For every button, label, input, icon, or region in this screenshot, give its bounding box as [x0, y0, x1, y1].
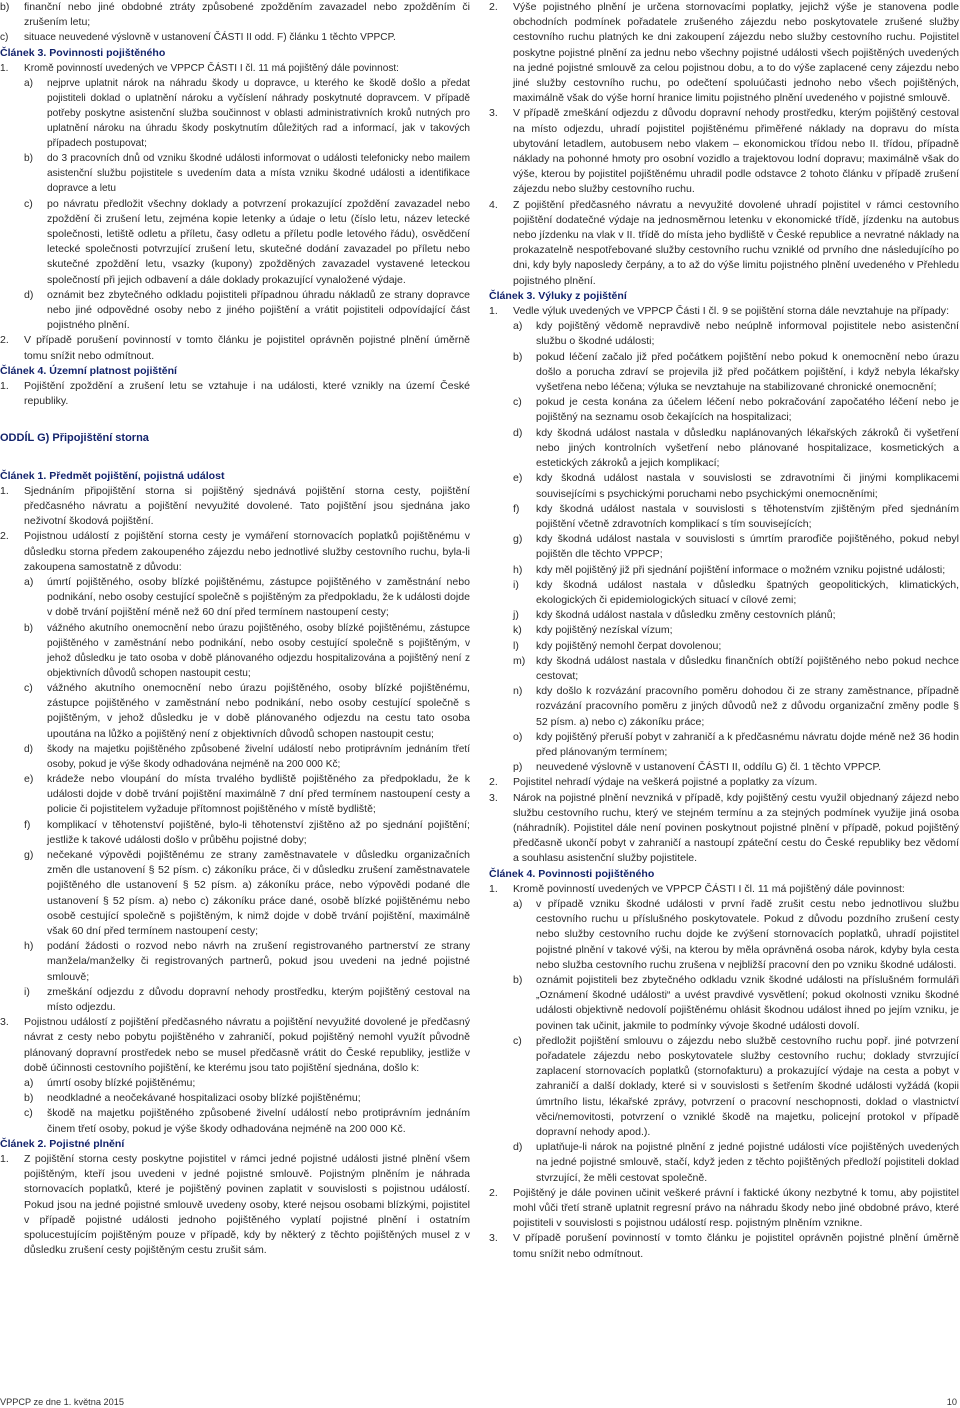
item-text: Kromě povinností uvedených ve VPPCP ČÁSTI I čl. 11 má pojištěný dále povinnost:: [24, 62, 399, 74]
sub-item: [489, 684, 959, 730]
item-marker: 2.: [489, 776, 498, 789]
numbered-item: [0, 61, 470, 76]
item-marker: m): [513, 654, 526, 667]
numbered-item: [0, 30, 470, 45]
sub-item: [489, 350, 959, 396]
item-marker: g): [513, 533, 523, 546]
spacer: [0, 409, 470, 431]
item-text: Kromě povinností uvedených ve VPPCP ČÁSTI I čl. 11 má pojištěný dále povinnost:: [513, 882, 905, 895]
left-column: [0, 0, 470, 1259]
item-marker: h): [513, 563, 523, 576]
item-marker: j): [513, 609, 519, 622]
sub-item: [0, 1091, 470, 1106]
numbered-item: [489, 304, 959, 319]
item-text: kdy škodná událost nastala v souvislosti s úmrtím praroďiče pojištěného, pokud nebyl pojištěn dle těchto VPPCP;: [536, 533, 959, 561]
numbered-item: [489, 882, 959, 897]
section-heading: ODDÍL G) Připojištění storna: [0, 432, 149, 445]
numbered-item: [489, 0, 959, 106]
item-marker: b): [513, 350, 523, 363]
numbered-item: [489, 1231, 959, 1261]
sub-item: [489, 532, 959, 562]
item-marker: o): [513, 730, 523, 743]
sub-item: [0, 681, 470, 742]
item-text: po návratu předložit všechny doklady a potvrzení prokazující zpoždění zavazadel nebo zpoždění či zrušení letu, zejména kopie letenky a údaje o letu (číslo letu, název letecké společnosti, letiště odletu a příletu, časy odletu a příletu podle letového řádu), osvědčení letecké společnosti potvrzující zrušení letu, skutečné dodání zavazadel po příletu nebo skutečné zpoždění letu, vsazky (kupony) zpožděných zavazadel vystavené leteckou společností při jejich odbavení a dále doklady prokazující vynaložené výdaje.: [47, 197, 470, 286]
numbered-item: [0, 1152, 470, 1258]
item-text: kdy škodná událost nastala v důsledku změny cestovních plánů;: [536, 609, 836, 622]
numbered-item: [0, 333, 470, 363]
sub-item: [489, 395, 959, 425]
item-text: nejprve uplatnit nárok na náhradu škody u dopravce, u kterého ke škodě došlo a předat pojistiteli doklad o uplatnění nároku a vyčíslení náhrady poskytnuté dopravcem. V případě potřeby poskytne asistenční služba součinnost v oblasti administrativních kroků nutných pro uplatnění nároku na úhradu škody poskytnutím důležitých rad a informací, jak v takových případech postupovat;: [47, 77, 470, 150]
item-marker: n): [513, 685, 523, 698]
item-text: Pojistnou událostí z pojištění storna cesty je vymáření stornovacích poplatků pojištěnému v důsledku storna předem zakoupeného zájezdu nebo jednotlivé služby cestovního ruchu, byla-li zakoupena samostatně z důvodu:: [24, 530, 470, 573]
item-marker: a): [513, 897, 523, 910]
item-marker: c): [24, 1107, 33, 1120]
item-marker: a): [513, 320, 523, 333]
item-text: oznámit pojistiteli bez zbytečného odkladu vznik škodné události na příslušném formuláři „Oznámení škodné události“ a uvést pravdivé vysvětlení; pokud okolnosti vzniku škodné události objektivně nedovolí pojištěnému ohlásit škodnou událost ihned po jejím vzniku, je povinen tak učinit, jakmile to podmínky vývoje škodné události dovolí.: [536, 974, 959, 1032]
sub-item: [0, 772, 470, 818]
sub-item: [489, 578, 959, 608]
sub-item: [0, 575, 470, 621]
sub-item: [489, 502, 959, 532]
item-text: finanční nebo jiné obdobné ztráty způsobené zpožděním zavazadel nebo zpožděním či zrušením letu;: [24, 1, 470, 29]
item-marker: g): [24, 849, 34, 862]
sub-item: [0, 1106, 470, 1136]
article-heading: Článek 2. Pojistné plnění: [0, 1137, 125, 1150]
item-marker: 1.: [489, 882, 498, 895]
item-text: oznámit bez zbytečného odkladu pojistiteli případnou úhradu nákladů ze strany dopravce nebo jiné odpovědné osoby nebo z jiného pojištění a vrátit pojistiteli odpovídající část pojistného plnění.: [47, 288, 470, 332]
item-marker: f): [513, 502, 520, 515]
item-text: Pojistitel nehradí výdaje na veškerá pojistné a poplatky za vízum.: [513, 776, 818, 789]
item-text: V případě zmeškání odjezdu z důvodu dopravní nehody prostředku, kterým pojištěný cestoval na místo odjezdu, uhradí pojistitel pojištěnému přiměřené náklady na dopravu do místa ubytování letadlem, autobusem nebo vlakem – ekonomickou třídou nebo II. třídou, případně náklady na pohonné hmoty pro osobní vozidlo a trajektovou lodní dopravu; maximálně však do výše, kterou by pojistitel pojištěnému uhradil podle odstavce 2 tohoto článku v případě zrušení zájezdu nebo služby cestovního ruchu.: [513, 107, 959, 196]
item-marker: c): [24, 682, 33, 694]
item-marker: 3.: [489, 791, 498, 804]
item-marker: 2.: [0, 530, 9, 543]
article-heading: Článek 3. Povinnosti pojištěného: [0, 46, 166, 59]
sub-item: [489, 897, 959, 973]
item-text: Pojistnou událostí z pojištění předčasného návratu a pojištění nevyužité dovolené je předčasný návrat z cesty nebo pobytu pojištěného v zahraničí, pokud pojištěný nemohl využít původně plánovaný dopravní prostředek nebo se musel předčasně vrátit do České republiky, jestliže v době účinnosti cestovního pojištění, ke kterému jsou tato pojištění sjednána, došlo k:: [24, 1016, 470, 1074]
article-heading: Článek 4. Povinnosti pojištěného: [489, 867, 655, 880]
item-text: kdy došlo k rozvázání pracovního poměru dohodou či ze strany zaměstnance, případně rozvázání pracovního poměru z jiných důvodů než z důvodu organizační změny podle § 52 písm. a) nebo c) zákoníku práce;: [536, 685, 959, 728]
item-text: kdy pojištěný přeruší pobyt v zahraničí a k předčasnému návratu dojde méně než 36 hodin před plánovaným termínem;: [536, 730, 959, 758]
item-text: Z pojištění předčasného návratu a nevyužité dovolené uhradí pojistitel v rámci cestovního pojištění dodatečné výdaje na jednosměrnou letenku v ekonomické třídě, jízdenku na autobus nebo jízdenku na vlak v II. třídě do místa jeho bydliště v České republice a nevratné náklady na prokazatelně nespotřebované služby cestovního ruchu vzniklé od prvního dne následujícího po dni, kdy byly naposledy čerpány, a to až do výše limitu pojistného plnění uvedeného v Přehledu pojistného plnění.: [513, 198, 959, 287]
item-text: Nárok na pojistné plnění nevzniká v případě, kdy pojištěný cestu využil objednaný zájezd nebo službu cestovního ruchu, který ve stejném termínu a za stejných podmínek využije jiná osoba (náhradník). Pojistitel dále není povinen poskytnout pojistné plnění v případě, pokud pojištěný předčasně ukončí pobyt v zahraničí a nastoupí zpáteční cestu do České republiky bez vědomí a souhlasu asistenční služby pojistitele.: [513, 791, 959, 865]
item-marker: 1.: [0, 62, 9, 74]
item-marker: 1.: [489, 305, 498, 318]
sub-item: [489, 973, 959, 1034]
item-marker: c): [0, 32, 9, 44]
item-text: komplikací v těhotenství pojištěné, bylo-li těhotenství zjištěno až po sjednání pojištění; jestliže k takové události došlo v průběhu pojistné doby;: [47, 818, 470, 846]
sub-item: [489, 1140, 959, 1186]
item-marker: b): [0, 1, 10, 13]
item-text: škody na majetku pojištěného způsobené živelní událostí nebo protiprávním jednáním třetí osoby, pokud je výše škody odhadována nejméně na 200 000 Kč;: [47, 743, 470, 770]
item-text: úmrtí pojištěného, osoby blízké pojištěnému, zástupce pojištěného v zaměstnání nebo podnikání, nebo osoby cestující společně s pojištěným za předpokladu, že k události dojde v době trvání pojištění méně než 60 dní před termínem nastoupení cesty;: [47, 576, 470, 619]
sub-item: [0, 621, 470, 681]
item-marker: e): [24, 773, 34, 785]
item-marker: b): [24, 622, 33, 634]
numbered-item: [489, 791, 959, 867]
item-marker: d): [513, 1141, 523, 1154]
item-text: Sjednáním připojištění storna si pojištěný sjednává pojištění storna cesty, pojištění předčasného návratu a pojištění nevyužité dovolené. Tato pojištění jsou sjednána jako neživotní škodová pojištění.: [24, 484, 470, 528]
item-marker: d): [24, 743, 33, 755]
item-marker: 3.: [489, 107, 498, 120]
item-text: situace neuvedené výslovně v ustanovení ČÁSTI II odd. F) článku 1 těchto VPPCP.: [24, 32, 396, 44]
sub-item: [489, 426, 959, 472]
item-marker: 4.: [489, 198, 498, 211]
item-text: kdy škodná událost nastala v důsledku špatných geopolitických, klimatických, ekologických či epidemiologických situací v cílové zemi;: [536, 578, 959, 606]
item-marker: h): [24, 940, 34, 953]
sub-item: [0, 197, 470, 288]
item-marker: 2.: [489, 1, 498, 13]
item-text: kdy pojištěný vědomě nepravdivě nebo neúplně informoval pojistitele nebo asistenční službu o škodné události;: [536, 320, 959, 348]
numbered-item: [0, 0, 470, 30]
sub-item: [489, 319, 959, 349]
item-text: kdy měl pojištěný již při sjednání pojištění informace o možném vzniku pojistné události;: [536, 563, 946, 576]
item-text: v případě vzniku škodné události v první řadě zrušit cestu nebo jednotlivou službu cestovního ruchu u příslušného poskytovatele. Pokud z důvodu pozdního zrušení cesty nebo služby cestovního ruchu dojde ke zvýšení stornovacích poplatků, uhradí pojistitel pojistné plnění v takové výši, na kterou by měla oprávněná osoba nárok, kdyby byla cesta nebo služba cestovního ruchu zrušena v nejbližší pracovní den po vzniku škodné události.: [536, 897, 959, 971]
sub-item: [0, 848, 470, 939]
item-text: kdy škodná událost nastala v důsledku naplánovaných lékařských zákroků či vyšetření nebo jiných kontrolních vyšetření nebo plánované hospitalizace, kosmetických a estetických zákroků a jejich komplikací;: [536, 426, 959, 470]
item-text: krádeže nebo vloupání do místa trvalého bydliště pojištěného za předpokladu, že k události dojde v době trvání pojištění maximálně 7 dní před termínem nastoupení cesty a policie či pojistitelem vyžaduje přítomnost pojištěného v místě bydliště;: [47, 773, 470, 816]
item-text: neuvedené výslovně v ustanovení ČÁSTI II, oddílu G) čl. 1 těchto VPPCP.: [536, 761, 882, 774]
sub-item: [489, 639, 959, 654]
sub-item: [489, 623, 959, 638]
item-text: Výše pojistného plnění je určena stornovacími poplatky, jejichž výše je stanovena podle obchodních podmínek pořadatele zrušeného zájezdu nebo poskytovatele zrušené služby cestovního ruchu platných ke dni zakoupení zájezdu nebo služby cestovního ruchu. Pojistitel poskytne pojistné plnění za jednu nebo všechny pojistné události všech pojištěných uvedených na jedné pojistné smlouvě za celou pojistnou dobu, a to do výše zaplacené ceny zájezdu nebo jiné služby cestovního ruchu, po odečtení spoluúčasti jednoho nebo všech pojištěných, maximálně však do výše horní hranice limitu pojistného plnění uvedeného v pojistné smlouvě.: [513, 1, 959, 105]
item-marker: a): [24, 1077, 34, 1090]
item-text: kdy pojištěný nemohl čerpat dovolenou;: [536, 639, 722, 652]
item-text: V případě porušení povinností v tomto článku je pojistitel oprávněn pojistné plnění úměrně tomu snížit nebo odmítnout.: [513, 1232, 959, 1260]
item-marker: l): [513, 639, 519, 652]
item-marker: b): [24, 153, 33, 165]
numbered-item: [0, 529, 470, 575]
item-text: kdy škodná událost nastala v souvislosti se zdravotními či jinými komplikacemi souvisejícími s psychickými poruchami nebo psychickými onemocněními;: [536, 472, 959, 500]
item-marker: i): [24, 985, 30, 998]
item-marker: 1.: [0, 379, 9, 392]
item-marker: c): [513, 1034, 522, 1047]
item-text: do 3 pracovních dnů od vzniku škodné události informovat o události telefonicky nebo mailem asistenční službu pojistitele s uvedením data a místa vzniku škodné události a identifikace dopravce a letu: [47, 153, 470, 195]
item-text: pokud léčení začalo již před počátkem pojištění nebo pokud k onemocnění nebo úrazu došlo a porucha zdraví se projevila již před počátkem pojištění, i když nebyla lékařsky vyšetřena nebo léčena; výluka se nevztahuje na stabilizované chronické onemocnění;: [536, 350, 959, 394]
item-marker: k): [513, 624, 522, 637]
item-marker: b): [513, 974, 523, 986]
right-column: [489, 0, 959, 1262]
numbered-item: [0, 379, 470, 409]
sub-item: [0, 985, 470, 1015]
item-text: vážného akutního onemocnění nebo úrazu pojištěného, osoby blízké pojištěnému, zástupce pojištěného v zaměstnání nebo podnikání, nebo osoby cestující společně s pojištěným, v jehož důsledku je v době plánovaného odjezdu na cestu tato osoba upoutána na lůžko a pojištěný není z objektivních důvodů schopen nastoupit cestu;: [47, 682, 470, 740]
item-marker: p): [513, 761, 523, 774]
item-marker: a): [24, 576, 34, 589]
numbered-item: [489, 106, 959, 197]
item-text: V případě porušení povinností v tomto článku je pojistitel oprávněn pojistné plnění úměrně tomu snížit nebo odmítnout.: [24, 334, 470, 362]
item-marker: c): [513, 396, 522, 409]
sub-item: [489, 730, 959, 760]
item-marker: 2.: [0, 334, 9, 347]
item-text: nečekané výpovědi pojištěnému ze strany zaměstnavatele v důsledku organizačních změn dle ustanovení § 52 písm. c) zákoníku práce, či v důsledku zrušení zaměstnavatele pojištěného dle ustanovení § 52 písm. a) zákoníku práce, nebo výpovědi podané dle ustanovení § 52 písm. a) nebo c) zákoníku práce dané, osobě blízké pojištěnému nebo osobě cestující společně s pojištěným, k nimž dojde v době trvání pojištění, maximálně však 60 dní před termínem nastoupení cesty;: [47, 849, 470, 938]
item-marker: 2.: [489, 1186, 498, 1199]
article-heading: Článek 1. Předmět pojištění, pojistná událost: [0, 469, 225, 482]
item-text: Pojištění zpoždění a zrušení letu se vztahuje i na události, které vznikly na území České republiky.: [24, 379, 470, 408]
item-marker: b): [24, 1092, 34, 1105]
sub-item: [489, 760, 959, 775]
item-text: neodkladné a neočekávané hospitalizaci osoby blízké pojištěnému;: [47, 1092, 361, 1105]
item-text: vážného akutního onemocnění nebo úrazu pojištěného, osoby blízké pojištěnému, zástupce pojištěného v zaměstnání nebo podnikání, nebo osoby cestující společně s pojištěným, v jehož důsledku je tato osoba v době plánovaného odjezdu hospitalizována a pojištěný není z objektivních důvodů schopen nastoupit cestu;: [47, 622, 470, 679]
item-text: Vedle výluk uvedených ve VPPCP Části I čl. 9 se pojištění storna dále nevztahuje na případy:: [513, 305, 949, 318]
numbered-item: [489, 1186, 959, 1232]
item-text: úmrtí osoby blízké pojištěnému;: [47, 1077, 196, 1090]
item-text: zmeškání odjezdu z důvodu dopravní nehody prostředku, kterým pojištěný cestoval na místo odjezdu.: [47, 985, 470, 1014]
item-marker: a): [24, 77, 33, 89]
item-marker: 3.: [489, 1232, 498, 1245]
article-heading: Článek 4. Územní platnost pojištění: [0, 364, 177, 377]
item-text: kdy škodná událost nastala v souvislosti s těhotenstvím zjištěným před sjednáním pojištění včetně zdravotních komplikací s tím souvisejících;: [536, 502, 959, 530]
sub-item: [489, 563, 959, 578]
item-marker: 1.: [0, 1153, 9, 1166]
numbered-item: [0, 1015, 470, 1076]
item-text: Pojištěný je dále povinen učinit veškeré právní i faktické úkony nezbytné k tomu, aby pojistitel mohl vůči třetí straně uplatnit regresní právo na náhradu škody nebo jiné obdobné právo, které pojistiteli v souvislosti s pojistnou událostí resp. pojistným plněním vznikne.: [513, 1186, 959, 1230]
item-marker: e): [513, 472, 523, 485]
item-marker: d): [24, 288, 34, 301]
numbered-item: [489, 198, 959, 289]
item-text: předložit pojištění smlouvu o zájezdu nebo službě cestovního ruchu popř. jiné potvrzení pořadatele zájezdu nebo poskytovatele služby cestovního ruchu; doklady stvrzující zaplacení stornovacích poplatků (stornofakturu) a prokazující výdaje na cesta a pobyt v zahraničí a další doklady, které si v souvislosti s šetřením škodné události vyžádá (kopii úmrtního listu, lékařské zprávy, potvrzení o pracovní neschopnosti, doklad o vlastnictví věci/nemovitosti, potvrzení o vzniklé škodě na majetku, policejní protokol v případě dopravní nehody apod.).: [536, 1034, 959, 1139]
sub-item: [0, 76, 470, 151]
item-text: uplatňuje-li nárok na pojistné plnění z jedné pojistné události více pojištěných uvedených na jedné pojistné smlouvě, stačí, když jeden z těchto pojištěných předloží pojistiteli doklad stvrzující, že měli cestovat společně.: [536, 1141, 959, 1184]
item-marker: c): [24, 197, 33, 210]
item-text: škodě na majetku pojištěného způsobené živelní událostí nebo protiprávním jednáním činem třetí osoby, pokud je výše škody odhadována nejméně na 200 000 Kč.: [47, 1107, 470, 1135]
sub-item: [489, 654, 959, 684]
footer-document-name: VPPCP ze dne 1. května 2015: [0, 1397, 124, 1407]
item-marker: 1.: [0, 484, 9, 497]
item-marker: 3.: [0, 1016, 9, 1029]
spacer: [0, 447, 470, 469]
sub-item: [489, 608, 959, 623]
item-text: pokud je cesta konána za účelem léčení nebo pokračování započatého léčení nebo je pojištěný na seznamu osob čekajících na hospitalizaci;: [536, 396, 959, 424]
item-marker: f): [24, 818, 31, 831]
item-marker: i): [513, 578, 519, 591]
numbered-item: [0, 484, 470, 530]
sub-item: [489, 471, 959, 501]
footer-page-number: 10: [946, 1397, 957, 1407]
numbered-item: [489, 775, 959, 790]
sub-item: [0, 288, 470, 334]
item-marker: d): [513, 426, 523, 439]
item-text: kdy škodná událost nastala v důsledku finančních obtíží pojištěného nebo pokud nechce cestovat;: [536, 654, 959, 682]
sub-item: [0, 742, 470, 772]
sub-item: [0, 151, 470, 196]
sub-item: [0, 939, 470, 985]
sub-item: [489, 1034, 959, 1140]
item-text: podání žádosti o rozvod nebo návrh na zrušení registrovaného partnerství ze strany manžela/manželky či registrovaných partnerů, pokud jsou uvedeni na jedné pojistné smlouvě;: [47, 940, 470, 983]
item-text: Z pojištění storna cesty poskytne pojistitel v rámci jedné pojistné události jistné plnění všem pojištěným, kteří jsou uvedeni v jedné pojistné smlouvě. Pojistným plněním je náhrada stornovacích poplatků, které je pojištěný povinen zaplatit v souvislosti s pojistnou událostí. Pokud jsou na jedné pojistné smlouvě uvedeny osoby, které nejsou osobami blízkými, pojistitel v případě pojistné události jednoho pojištěného vyplatí pojistné plnění i ostatním spolucestujícím pojištěným pouze v případě, kdy by některý z těchto pojištěných musel z v důsledku zrušení cesty pojištěným cestu zrušit sám.: [24, 1153, 470, 1257]
item-text: kdy pojištěný nezískal vízum;: [536, 624, 673, 637]
article-heading: Článek 3. Výluky z pojištění: [489, 289, 627, 302]
sub-item: [0, 818, 470, 848]
sub-item: [0, 1076, 470, 1091]
